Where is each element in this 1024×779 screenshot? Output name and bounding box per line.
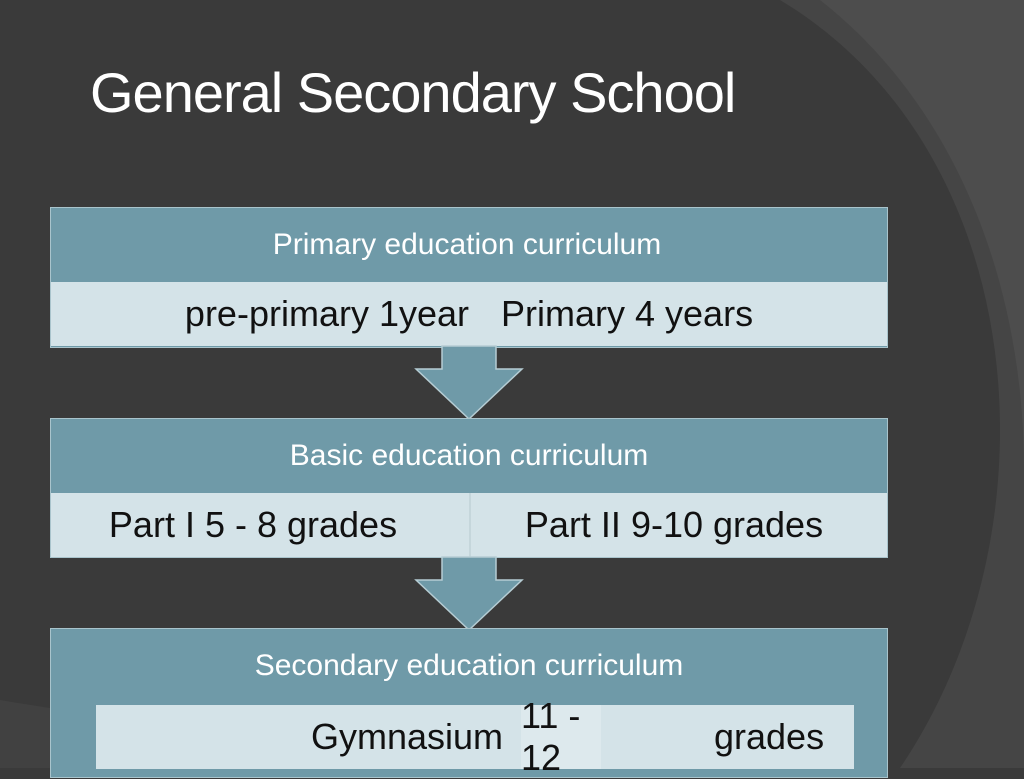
secondary-education-header: Secondary education curriculum bbox=[254, 649, 684, 682]
primary-education-block bbox=[50, 207, 888, 348]
part-two-cell bbox=[469, 493, 887, 557]
primary-education-body bbox=[51, 282, 887, 346]
basic-education-body bbox=[51, 493, 887, 557]
slide-title: General Secondary School bbox=[90, 61, 736, 124]
primary-education-header: Primary education curriculum bbox=[272, 228, 662, 261]
basic-education-block bbox=[50, 418, 888, 558]
part-one-label: Part I 5 - 8 grades bbox=[108, 504, 398, 545]
part-one-cell bbox=[51, 493, 469, 557]
basic-education-header: Basic education curriculum bbox=[289, 439, 649, 472]
grades-label: grades bbox=[714, 716, 825, 757]
down-arrow-icon bbox=[414, 556, 524, 632]
gymnasium-label: Gymnasium bbox=[311, 716, 504, 757]
pre-primary-label: pre-primary 1year bbox=[184, 293, 470, 334]
down-arrow-icon bbox=[414, 345, 524, 421]
grade-range-label: 11 - 12 bbox=[521, 705, 601, 769]
secondary-education-block bbox=[50, 628, 888, 778]
gymnasium-panel bbox=[96, 695, 854, 778]
part-two-label: Part II 9-10 grades bbox=[524, 504, 824, 545]
primary-years-label: Primary 4 years bbox=[501, 293, 754, 334]
